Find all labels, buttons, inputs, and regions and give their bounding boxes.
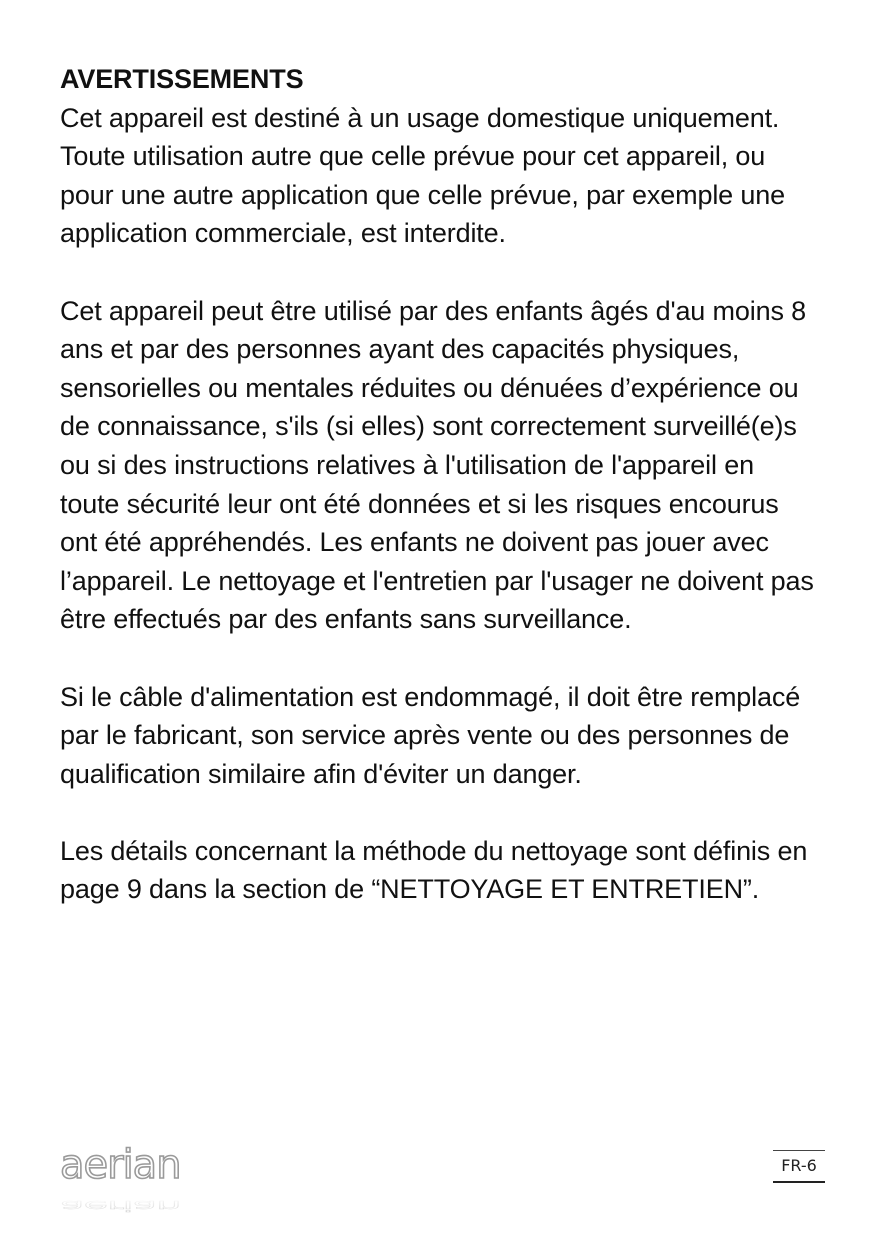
- paragraph-usage: Cet appareil est destiné à un usage domestique uniquement. Toute utilisation autre que celle prévue pour cet appareil, ou pour une autre application que celle prévue, par exemple une application commerciale, est interdite.: [60, 102, 785, 249]
- paragraph-cleaning-reference: Les détails concernant la méthode du nettoyage sont définis en page 9 dans la section de “NETTOYAGE ET ENTRETIEN”.: [60, 835, 808, 905]
- section-heading: AVERTISSEMENTS: [60, 64, 304, 94]
- aerian-logo-icon: [60, 1142, 210, 1214]
- paragraph-children-safety: Cet appareil peut être utilisé par des enfants âgés d'au moins 8 ans et par des personnes ayant des capacités physiques, sensorielles ou mentales réduites ou dénuées d’expérience ou de connaissance, s'ils (si elles) sont correctement surveillé(e)s ou si des instructions relatives à l'utilisation de l'appareil en toute sécurité leur ont été données et si les risques encourus ont été appréhendés. Les enfants ne doivent pas jouer avec l’appareil. Le nettoyage et l'entretien par l'usager ne doivent pas être effectués par des enfants sans surveillance.: [60, 295, 814, 635]
- aerian-logo: [60, 1142, 210, 1214]
- document-body: [60, 60, 820, 909]
- page-number: FR-6: [773, 1150, 825, 1183]
- paragraph-power-cable: Si le câble d'alimentation est endommagé, il doit être remplacé par le fabricant, son service après vente ou des personnes de qualification similaire afin d'éviter un danger.: [60, 681, 801, 789]
- logo-wordmark: aerian: [60, 1142, 181, 1188]
- logo-reflection: aerian: [60, 1197, 181, 1214]
